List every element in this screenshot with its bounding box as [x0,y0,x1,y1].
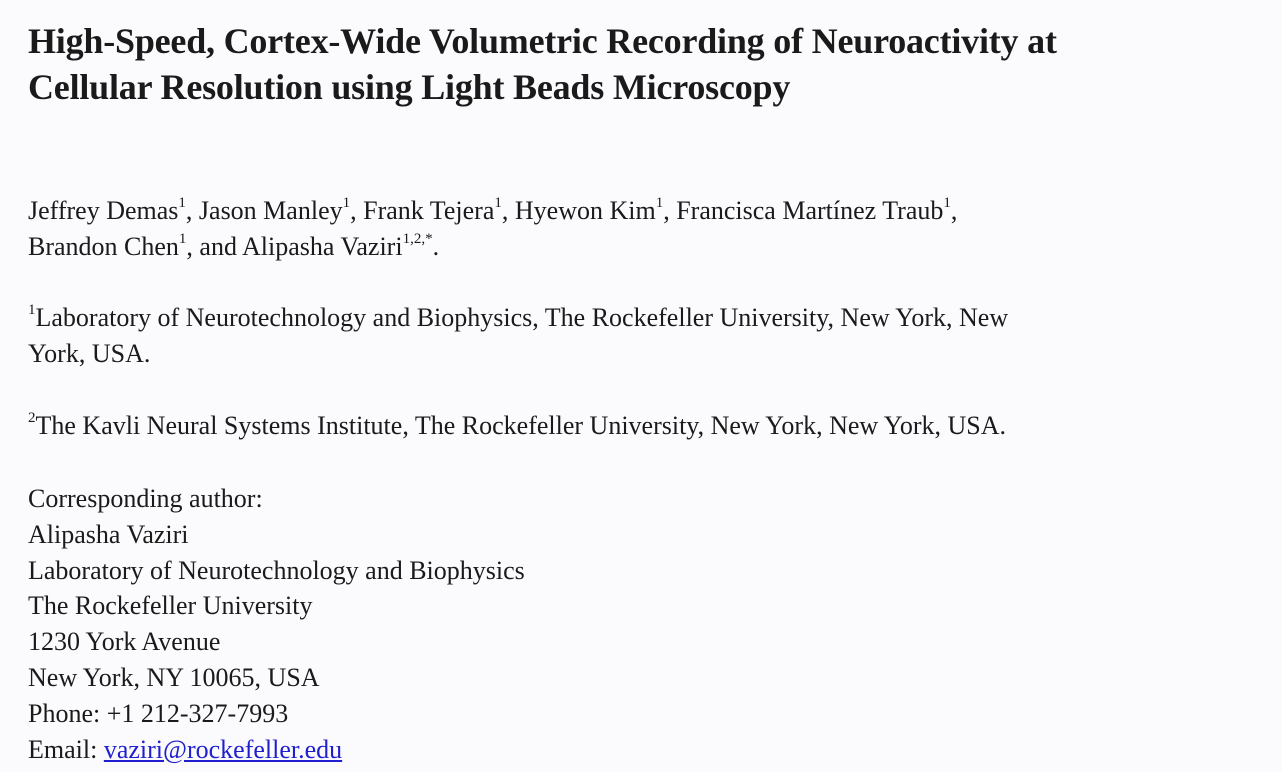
affiliation-1-line-2: York, USA. [28,339,151,368]
corresponding-institution: The Rockefeller University [28,591,313,621]
affiliation-marker: 1 [178,231,187,248]
author-line-1 [28,193,957,229]
corresponding-lab: Laboratory of Neurotechnology and Biophysics [28,555,525,585]
affiliation-2 [28,408,1006,444]
corresponding-street: 1230 York Avenue [28,627,221,657]
paper-title-line-1: High-Speed, Cortex-Wide Volumetric Recording of Neuroactivity at [28,21,1057,61]
email-link[interactable]: vaziri@rockefeller.edu [103,734,343,764]
author-separator: , [185,196,199,225]
author-name: Jason Manley [198,196,343,225]
affiliation-marker: 1 [28,302,36,319]
corresponding-phone: Phone: +1 212-327-7993 [28,698,289,728]
affiliation-1-line-1 [28,300,1008,336]
author-name: Jeffrey Demas [28,196,179,225]
corresponding-name: Alipasha Vaziri [28,519,189,549]
author-separator: . [432,232,440,261]
affiliation-marker: 1,2,* [402,231,433,248]
author-line-2 [28,229,957,265]
affiliation-1 [28,300,1008,372]
paper-title-line-2: Cellular Resolution using Light Beads Microscopy [28,67,791,107]
author-name: Hyewon Kim [514,196,656,225]
affiliation-2-text: The Kavli Neural Systems Institute, The Rockefeller University, New York, New York, USA. [35,411,1007,440]
author-separator: , [501,196,515,225]
affiliation-marker: 2 [28,410,36,427]
author-separator: , and [186,232,243,261]
affiliation-marker: 1 [943,195,951,212]
corresponding-email-line [28,732,525,768]
author-separator: , [663,196,677,225]
author-name: Brandon Chen [28,232,179,261]
paper-title-page [28,18,1268,764]
affiliation-marker: 1 [494,195,502,212]
affiliation-marker: 1 [342,195,351,212]
author-separator: , [950,196,958,225]
author-separator: , [350,196,364,225]
corresponding-author-block [28,481,525,767]
email-label: Email: [28,734,104,764]
corresponding-city: New York, NY 10065, USA [28,662,320,692]
author-name: Frank Tejera [363,196,495,225]
paper-title [28,18,1268,110]
affiliation-marker: 1 [655,195,664,212]
corresponding-heading: Corresponding author: [28,484,263,513]
affiliation-marker: 1 [178,195,186,212]
affiliation-1-text: Laboratory of Neurotechnology and Biophysics, The Rockefeller University, New York, New [35,303,1009,332]
author-name: Francisca Martínez Traub [676,196,944,225]
author-name: Alipasha Vaziri [242,232,403,261]
author-list [28,193,957,265]
